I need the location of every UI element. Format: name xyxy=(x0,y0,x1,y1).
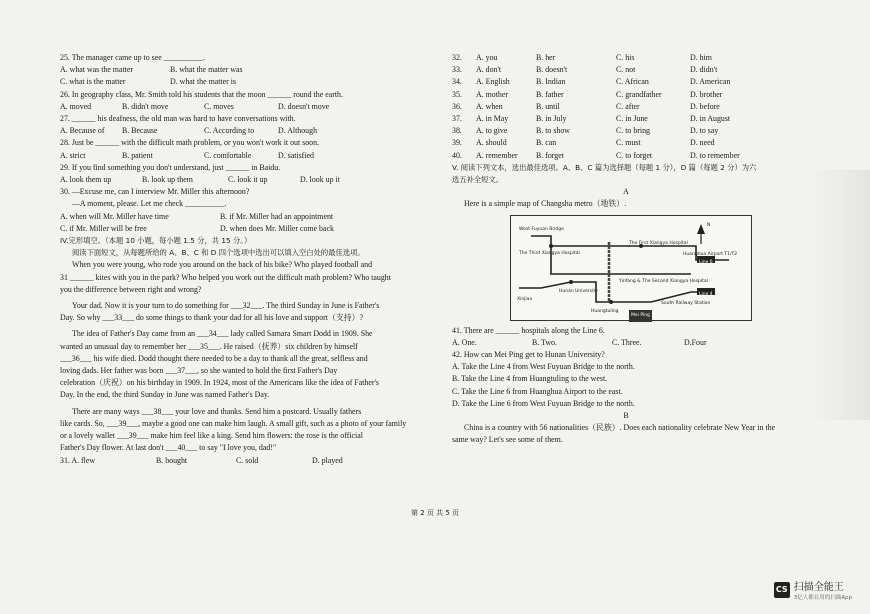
option: A. don't xyxy=(476,65,502,75)
options-table xyxy=(452,52,800,162)
option-row xyxy=(452,52,800,64)
option: C. must xyxy=(616,138,641,148)
left-column xyxy=(60,52,442,467)
option: C. African xyxy=(616,77,649,87)
question-number: 37. xyxy=(452,114,462,124)
q42-option: B. Take the Line 4 from Huangtuling to the west. xyxy=(452,374,608,384)
page-footer: 第 2 页 共 5 页 xyxy=(410,509,460,517)
option: D. played xyxy=(312,455,343,465)
passage-line: ___36___ his wife died. Dodd thought there needed to be a day to thank all the great, selfless and xyxy=(60,353,368,363)
scanner-watermark xyxy=(774,578,852,601)
option: D. doesn't move xyxy=(278,101,330,111)
label-line6: Line 6 xyxy=(699,259,713,265)
q26-stem: 26. In geography class, Mr. Smith told his students that the moon ______ round the earth. xyxy=(60,89,343,99)
option: B. what the matter was xyxy=(170,65,243,75)
option: B. doesn't xyxy=(536,65,568,75)
option: B. Because xyxy=(122,126,158,136)
option: A. when will Mr. Miller have time xyxy=(60,211,169,221)
option: B. to show xyxy=(536,126,570,136)
option: B. didn't move xyxy=(122,101,169,111)
q28-stem: 28. Just be ______ with the difficult math problem, or you won't work it out soon. xyxy=(60,138,320,148)
watermark-title: 扫描全能王 xyxy=(793,582,844,593)
passage-line: Your dad. Now it is your turn to do something for ___32___. The third Sunday in June is Father's xyxy=(72,301,380,311)
label-hunan: Hunan University xyxy=(559,288,598,294)
option: B. in July xyxy=(536,114,567,124)
metro-map xyxy=(510,215,752,321)
option: C. in June xyxy=(616,114,648,124)
label-hospital-1: The First Xiangya Hospital xyxy=(629,240,688,246)
option-row xyxy=(452,137,800,149)
option: C. Three. xyxy=(612,337,642,347)
section-5-title-2: 选五补全短文。 xyxy=(452,175,504,185)
q27-stem: 27. ______ his deafness, the old man was hard to have conversations with. xyxy=(60,114,296,124)
option: C. moves xyxy=(204,101,234,111)
option: B. if Mr. Miller had an appointment xyxy=(220,211,334,221)
question-number: 32. xyxy=(452,53,462,62)
passage-b-line: same way? Let's see some of them. xyxy=(452,435,563,445)
passage-line: wanted an unusual day to remember her ___35___. He raised（抚养）six children by himself xyxy=(60,341,358,351)
option: C. to bring xyxy=(616,126,650,136)
option-row xyxy=(452,76,800,88)
question-number: 39. xyxy=(452,138,462,148)
passage-line: There are many ways ___38___ your love and thanks. Send him a postcard. Usually fathers xyxy=(72,406,362,416)
option: A. One. xyxy=(452,337,477,347)
passage-line: Father's Day flower. At last don't ___40___ to say "I love you, dad!" xyxy=(60,443,277,453)
q42-option: A. Take the Line 4 from West Fuyuan Bridge to the north. xyxy=(452,362,635,372)
q31-options xyxy=(60,455,442,467)
passage-line: Day. In the end, the third Sunday in June was named Father's Day. xyxy=(60,390,270,400)
option: A. moved xyxy=(60,101,92,111)
option: B. until xyxy=(536,101,560,111)
right-column xyxy=(452,52,800,447)
q41-stem: 41. There are ______ hospitals along the Line 6. xyxy=(452,325,605,335)
option: B. father xyxy=(536,89,564,99)
label-huangtuling: Huangtuling xyxy=(591,308,619,314)
q42-option: D. Take the Line 6 from West Fuyuan Bridge to the north. xyxy=(452,398,635,408)
map-intro: Here is a simple map of Changsha metro（地铁）. xyxy=(464,199,627,209)
question-number: 36. xyxy=(452,101,462,111)
option: B. forget xyxy=(536,150,564,160)
passage-b-line: China is a country with 56 nationalities（民族）. Does each nationality celebrate New Year in the xyxy=(464,423,776,433)
passage-line: loving dads. Her father was born ___37___, so she wanted to hold the first Father's Day xyxy=(60,366,338,376)
option: C. look it up xyxy=(228,175,268,185)
option: C. According to xyxy=(204,126,255,136)
q30-stem-2: —A moment, please. Let me check __________. xyxy=(72,199,227,209)
option-row xyxy=(452,89,800,101)
question-number: 40. xyxy=(452,150,462,160)
q30-options xyxy=(60,211,442,223)
option: B. Two. xyxy=(532,337,557,347)
north-arrow-label: N xyxy=(707,222,711,228)
label-xinjiao: Xinjiao xyxy=(517,296,533,302)
section-4-title: IV.完形填空。（本题 10 小题，每小题 1.5 分，共 15 分。） xyxy=(60,236,252,246)
option-row xyxy=(452,101,800,113)
camscanner-logo-icon: CS xyxy=(774,582,790,598)
option: B. patient xyxy=(122,150,153,160)
heading-b: B xyxy=(623,411,629,421)
question-number: 35. xyxy=(452,89,462,99)
option: B. bought xyxy=(156,455,188,465)
option: B. Indian xyxy=(536,77,566,87)
heading-a: A xyxy=(623,187,629,197)
label-hospital-2: Yinfang & The Second Xiangya Hospital xyxy=(619,278,708,284)
option: D. satisfied xyxy=(278,150,314,160)
label-airport: Huanghua Airport T1/T2 xyxy=(683,251,738,257)
option: D.Four xyxy=(684,337,707,347)
option: D. didn't xyxy=(690,65,718,75)
q42-stem: 42. How can Mei Ping get to Hunan University? xyxy=(452,350,605,360)
q41-options xyxy=(452,337,800,349)
option: D. when does Mr. Miller come back xyxy=(220,223,334,233)
section-4-instructions: 阅读下面短文，从每题所给的 A、B、C 和 D 四个选项中选出可以填入空白处的最佳选项。 xyxy=(72,248,365,258)
option-row xyxy=(452,125,800,137)
q28-options xyxy=(60,150,442,162)
option: B. her xyxy=(536,53,556,62)
option: D. in August xyxy=(690,114,731,124)
passage-line: Day. So why ___33___ do some things to thank your dad for all his love and support（支持）? xyxy=(60,313,364,323)
option: D. American xyxy=(690,77,731,87)
q25-stem: 25. The manager came up to see __________. xyxy=(60,53,206,62)
label-station: South Railway Station xyxy=(661,300,711,306)
option: C. sold xyxy=(236,455,259,465)
option: C. comfortable xyxy=(204,150,252,160)
q30-stem: 30. —Excuse me, can I interview Mr. Miller this afternoon? xyxy=(60,187,250,197)
option: A. you xyxy=(476,53,498,62)
option: C. what is the matter xyxy=(60,77,126,87)
option: D. brother xyxy=(690,89,723,99)
option: C. if Mr. Miller will be free xyxy=(60,223,147,233)
q25-options xyxy=(60,64,442,76)
passage-line: When you were young, who rode you around on the back of his bike? Who played football and xyxy=(72,260,373,270)
q29-options xyxy=(60,174,442,186)
option-row xyxy=(452,64,800,76)
label-line4: Line 4 xyxy=(699,291,713,297)
option: B. look up them xyxy=(142,175,193,185)
option: D. Although xyxy=(278,126,318,136)
option: C. not xyxy=(616,65,636,75)
question-number: 34. xyxy=(452,77,462,87)
option: D. before xyxy=(690,101,720,111)
passage-line: 31 ______ kites with you in the park? Who helped you work out the difficult math problem? Who taught xyxy=(60,272,391,282)
q42-option: C. Take the Line 6 from Huanghua Airport to the east. xyxy=(452,386,623,396)
option: A. what was the matter xyxy=(60,65,133,75)
option: A. to give xyxy=(476,126,508,136)
option: D. need xyxy=(690,138,715,148)
option: A. mother xyxy=(476,89,508,99)
option-row xyxy=(452,113,800,125)
option: A. remember xyxy=(476,150,518,160)
option: C. to forget xyxy=(616,150,653,160)
option: C. after xyxy=(616,101,640,111)
q27-options xyxy=(60,125,442,137)
option: A. look them up xyxy=(60,175,112,185)
passage-line: like cards. So, ___39___, maybe a good one can make him laugh. A small gift, such as a photo of your family xyxy=(60,418,407,428)
q29-stem: 29. If you find something you don't understand, just ______ in Baidu. xyxy=(60,162,281,172)
section-5-title: V. 阅读下列文本，选出最佳选项。A、B、C 篇为选择题（每题 1 分），D 篇（每题 2 分）为六 xyxy=(452,162,757,172)
question-number: 33. xyxy=(452,65,462,75)
option: D. to say xyxy=(690,126,719,136)
option: B. can xyxy=(536,138,557,148)
option: A. should xyxy=(476,138,507,148)
option: A. in May xyxy=(476,114,509,124)
passage-line: celebration（庆祝）on his birthday in 1909. In 1924, most of the Americans like the idea of Father's xyxy=(60,378,379,388)
option: D. to remember xyxy=(690,150,740,160)
passage-line: you the difference between right and wrong? xyxy=(60,284,202,294)
q26-options xyxy=(60,101,442,113)
passage-line: The idea of Father's Day came from an ___34___ lady called Samara Smart Dodd in 1909. She xyxy=(72,329,373,339)
option: 31. A. flew xyxy=(60,455,96,465)
question-number: 38. xyxy=(452,126,462,136)
label-meiping: Mei Ping xyxy=(629,310,652,322)
option: C. his xyxy=(616,53,635,62)
q30-options-2 xyxy=(60,223,442,235)
option: D. look up it xyxy=(300,175,340,185)
label-hospital-3: The Third Xiangya Hospital xyxy=(519,250,580,256)
q25-options-2 xyxy=(60,76,442,88)
option-row xyxy=(452,150,800,162)
option: D. him xyxy=(690,53,712,62)
page-shadow xyxy=(810,170,870,420)
option: D. what the matter is xyxy=(170,77,236,87)
option: A. strict xyxy=(60,150,86,160)
option: A. English xyxy=(476,77,510,87)
option: A. when xyxy=(476,101,503,111)
watermark-subtitle: 3亿人都在用的扫描App xyxy=(793,595,852,601)
option: A. Because of xyxy=(60,126,105,136)
option: C. grandfather xyxy=(616,89,662,99)
passage-line: or a lovely wallet ___39___ make him feel like a king. Send him flowers: the rose is the official xyxy=(60,431,363,441)
label-bridge: West Fuyuan Bridge xyxy=(519,226,564,232)
